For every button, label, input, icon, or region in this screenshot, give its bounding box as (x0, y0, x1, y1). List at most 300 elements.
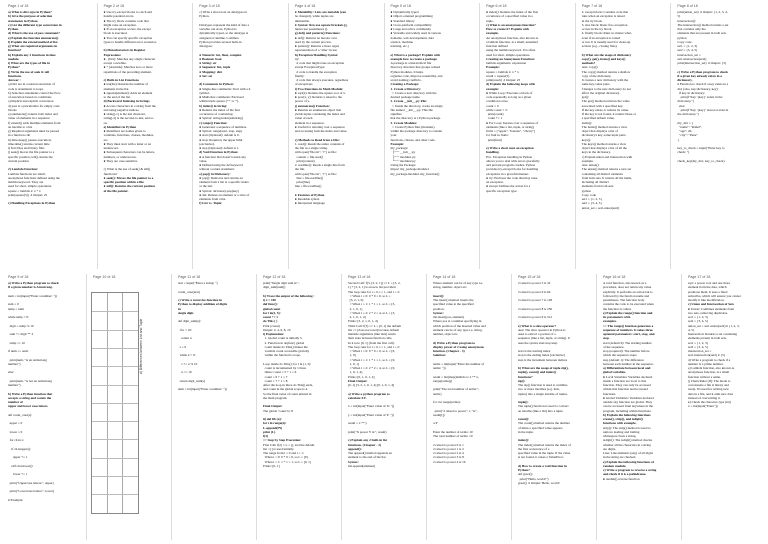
text-line: 2 raised to power 7 is 128 (518, 298, 553, 302)
text-line: used for short, simple operations. (8, 184, 52, 189)
text-line: example: (486, 86, 499, 91)
text-line: stop (required): The number before (603, 349, 650, 353)
text-line: e) Lambda function, also known as (688, 366, 735, 370)
text-line: result = list(map(lambda x: 2 ** x, (433, 374, 479, 379)
text-line: ├── module1.py (390, 154, 416, 159)
text-line: ● While Loop: Executes a block of (486, 90, 533, 95)
text-line: 2 raised to power 4 is 16 (433, 459, 466, 464)
text-line: b) Explain the following functions (603, 412, 651, 417)
text-line: in the string are checked. (603, 455, 637, 460)
text-line: functions. (8, 73, 22, 78)
text-line: ● except: Defines the action for a (486, 184, 531, 189)
text-line: times: count = 5 + 1 = 6 (263, 370, 297, 375)
text-line: get(): (581, 95, 589, 99)
text-line: exceptions in a graceful manner. (486, 171, 529, 176)
text-line: ● del: Deletes an element or a slice of (199, 192, 250, 197)
text-line: Exc. Exception handling in Python (486, 154, 533, 159)
text-line: ● seek(): Moves the file pointer to a (103, 175, 154, 180)
text-line: ├── __init__.py (390, 150, 416, 155)
text-line: ● . (Dot): Matches any single character (103, 56, 156, 61)
text-line: print(num, "is an Armstrong (8, 357, 47, 362)
text-line: my_package/ (390, 146, 409, 150)
text-line: ● randint() reverse function (603, 476, 640, 481)
text-line: content = file.read() (294, 154, 323, 159)
page-number: Page 16 of 18 (603, 275, 626, 279)
text-line: ○ Create Python files (modules) (390, 124, 435, 129)
text-line: an iterable to a list (8, 124, 33, 129)
text-line: In it now [0, 1] (from the first call). (348, 340, 395, 345)
text-line: print("The total number of terms:", (433, 387, 480, 392)
text-line: The get() method retrieves the value (581, 99, 630, 104)
text-line: Python? (8, 65, 20, 70)
table-row-rule (92, 385, 138, 386)
text-line: same key-value pairs. (581, 82, 611, 87)
text-line: 2 raised to power 9 is 512 (518, 315, 553, 319)
text-line: anonymous functions defined using the (8, 175, 60, 180)
text-line: Lambda functions are small, (8, 171, 46, 176)
text-line: step. (603, 336, 610, 341)
text-line: ● def(): Returns an iterator over (294, 35, 338, 40)
text-line: i) x = 100 (263, 298, 276, 302)
text-line: if a given number is Armstrong. (8, 285, 53, 290)
text-line: using the lambda keyword. It is often (486, 48, 536, 53)
text-line: associated with a specified key. (581, 103, 624, 108)
text-line: ● tell(): Returns the current position (103, 184, 155, 189)
text-line: ● Mapping: dict (199, 69, 223, 74)
text-line: functions. (603, 391, 617, 396)
text-line: in a function call (8, 133, 31, 138)
text-line: ● len(list): Returns the number of (103, 82, 149, 87)
text-line: ● Single-line comments: Start with a # (199, 86, 251, 91)
text-line: 1, 0, 1] (348, 361, 359, 366)
text-line: sum = 0 (8, 302, 19, 307)
text-line: immutable. (294, 18, 310, 23)
text-line: Changes to the new dictionary do not (581, 86, 632, 91)
text-line: d) pass is a placeholder for empty code (8, 103, 60, 108)
text-line: b) Write a Python function that (8, 391, 53, 396)
text-line: Python provides several built-in (199, 39, 242, 44)
text-line: The keys() method returns a view (581, 141, 627, 146)
text-line: whether all the characters in a string (603, 442, 651, 447)
text-line: ● sqrt(x): Returns the square root of x. (294, 90, 346, 95)
text-line: ○ When i = 0: 0 * 0 = 0, so L = (348, 293, 391, 298)
text-line: without a return statement. (199, 167, 235, 172)
text-line: e) pop() in Dictionary: (199, 171, 231, 176)
document-page (257, 274, 342, 540)
text-line: tuples) into a single iterable of tuples. (518, 391, 568, 396)
text-line: sqrt: a power root and one more (688, 281, 731, 285)
text-line: ● Local Variables: Variables declared (603, 374, 653, 379)
text-line: intersection(): (677, 18, 696, 23)
text-line: condition is true. (486, 99, 509, 104)
text-line: set1 = {1, 2, 3} (688, 340, 709, 345)
text-line: h) time.sleep() pauses execution; (8, 137, 52, 142)
text-line: ● Object-oriented programming (390, 14, 433, 19)
text-line: # code that might raise an exception (294, 61, 345, 65)
page-number: Page 3 of 18 (199, 4, 220, 8)
text-line: function. They can only be accessed (603, 383, 651, 387)
text-line: inside a function are local to that (603, 378, 647, 383)
text-line: elements (like a list, tuple, or string) (486, 124, 534, 129)
text-line: Example: (486, 65, 500, 70)
text-line: an iterable (like a list) into a tuple. (518, 408, 564, 413)
table-row-rule (92, 366, 138, 367)
text-line: Loop inside do This(): for i in (1, 5): (263, 361, 312, 366)
text-line: digit = temp % 10 (8, 323, 34, 328)
text-line: intersection_set = (688, 349, 712, 353)
text-line: h) Explain any 2 functions in time (8, 52, 56, 57)
text-line: Where element can be of any type i.e. (433, 281, 483, 285)
text-line: ● Syntax: lists use square brackets [], (294, 22, 348, 27)
text-line: science, machine (390, 39, 414, 44)
text-line: ● Syntax: range(start, stop, step) (199, 129, 243, 133)
text-line: ● index(): Returns the index of the first (486, 10, 539, 14)
text-line: temp //= 10 (8, 340, 25, 345)
text-line: [0, 1] [3, 2, 1, 0, 1, 4] [0, 1, 0, 1, 4] (348, 383, 395, 387)
text-line: keys in the dictionary. (581, 150, 611, 155)
text-line: c) Write a recursive function in (178, 298, 222, 302)
text-line: # code to handle the exception (294, 69, 337, 74)
text-line: Datatypes represent the kind of data a (199, 22, 250, 27)
text-line: position. (433, 306, 445, 311)
text-line: an exception. (486, 180, 504, 184)
text-line: ○ When i = 0: 0 * 0 = 0, so L = [0, (348, 349, 396, 353)
text-line: organize code, improve reusability, and (390, 73, 443, 78)
text-line: desired package name. (390, 95, 421, 99)
text-line: upper += 1 (8, 455, 28, 460)
text-line: The total number of terms: 10 (433, 434, 473, 438)
text-line: are digits. (603, 446, 617, 451)
table-row-rule (92, 458, 138, 459)
text-line: result = square(5) (486, 73, 510, 78)
text-line: A package is a hierarchical file (390, 61, 432, 65)
text-line: parentheses. The function body (603, 298, 645, 302)
text-line: blocks (8, 107, 17, 112)
text-line: a) Dict are in a natural execution of (8, 82, 55, 87)
text-line: a lambda function, is a small, unnamed (486, 39, 538, 44)
text-line: function without a name. (688, 374, 721, 379)
text-line: dynamically typed, so the datatype is (199, 31, 249, 36)
text-line: b) Trace the output of the following : (263, 293, 315, 298)
text-line: b) What are the usage of tuple zip(), (518, 366, 569, 370)
text-line: ● Syntax: dictionary.pop(key) (199, 188, 239, 193)
text-line: 2 raised to power 6 is 64 (518, 289, 551, 294)
text-line: # code that always executes, regardless (294, 78, 349, 82)
text-line: The global 'count' is: 8 (263, 408, 293, 413)
page-body (178, 281, 250, 392)
text-line: power of y. (294, 99, 310, 104)
text-line: runs when an exception is raised (581, 14, 625, 19)
page-number: Page 14 of 18 (433, 275, 456, 279)
text-line: isdigit(): The isdigit() method checks (603, 438, 653, 443)
text-line: dictionary's key-value tuple pairs. (581, 133, 627, 138)
page-number: Page 12 of 18 (263, 275, 286, 279)
text-line: ○ When i = 1: 1 * 1 = 1, so L = [0, (348, 357, 396, 362)
text-line: of exceptions (294, 82, 313, 87)
text-line: of the sequence. (603, 344, 625, 349)
text-line: ● Defined using the def keyword (199, 163, 243, 167)
text-line: j) seek() moves the file pointer to a (8, 150, 55, 155)
text-line: types to handle different error scenarios. (103, 39, 157, 44)
text-line: tuples use parentheses (). (294, 27, 329, 31)
text-line: ● * (Asterisk): Matches zero or more (103, 65, 153, 70)
page-body (688, 281, 760, 409)
text-line: The range from i = 0 and i = 1: (263, 451, 304, 455)
text-line: b) Selection statements control the flow (8, 90, 61, 95)
text-line: finally: (294, 73, 305, 78)
page-body (518, 281, 590, 485)
text-line: list = [] is used initially. (263, 446, 295, 451)
text-line: 2 raised to power 8 is 256 (518, 306, 553, 311)
text-line: contains the code to be executed when (603, 302, 654, 307)
text-line: specified value in the tuple. If the value (518, 451, 571, 455)
text-line: ● Syntax: string.index(substring) (199, 116, 243, 121)
text-line: import my_package.module1 (390, 167, 430, 172)
text-line: datatypes: (199, 44, 213, 48)
text-line: a specified default value. (581, 116, 615, 121)
page-body (582, 10, 665, 210)
text-line: ● Union: Combines elements from (688, 306, 734, 311)
text-line: else: (8, 370, 15, 375)
text-line: ● pop(): Removes and returns an (199, 175, 243, 180)
text-line: Prints: [3, 2, 1, 0, 1, 4] (348, 319, 378, 324)
text-line: Python? (518, 468, 530, 472)
text-line: Syntax: (433, 310, 444, 315)
text-line: ● pow(x, y): Returns x raised to the (294, 95, 342, 99)
table-row-rule (92, 439, 138, 440)
text-line: tuple(), count() and index() (518, 370, 556, 375)
text-line: set1.intersection(set2) # {3} (688, 353, 726, 358)
text-line: ● For Loop: Iterates over a sequence of (486, 120, 539, 125)
text-line: mutable arguments (like lists) retain (348, 332, 396, 336)
text-line: the file. (294, 167, 305, 172)
text-line: for ch in s: (8, 438, 24, 443)
text-line: if ch.isupper(): (8, 446, 31, 451)
text-line: the dictionary.") (677, 112, 699, 116)
text-line: list.insert(pos, element) (433, 315, 465, 319)
text-line: "name": "Rahul", (677, 124, 702, 129)
text-line: print("X power Y is:", result) (348, 429, 387, 434)
text-line: ● Readable syntax (294, 197, 320, 201)
text-line: greet() # Output: Hello, world! (518, 480, 560, 485)
text-line: ● Subsequent characters can be letters, (103, 150, 155, 155)
text-line: of the file pointer. (103, 188, 129, 193)
text-line: specified value at the specified (433, 302, 474, 307)
page-body (433, 281, 505, 464)
text-line: start is the starting index (518, 349, 551, 353)
text-line: within the package directory to contain (390, 129, 443, 133)
text-line: of execution based on conditions (8, 95, 52, 99)
text-line: value of elements in a sequence (8, 116, 50, 121)
text-line: ready. It's used for writing new (688, 387, 729, 392)
text-line: c) Write a Python program to check (677, 69, 728, 74)
text-line: sum += digit ** 3 (8, 332, 34, 336)
text-line: An anonymous function, also known as (486, 35, 539, 40)
text-line: Prints: [0, 1, 0, 1, 4] (348, 374, 375, 379)
text-line: count inside do This() makes the (263, 344, 308, 349)
text-line: and accessing both the index and value. (294, 129, 348, 133)
text-line: elements in the list. (103, 86, 130, 91)
text-line: c) Write a program to reverse a string (603, 468, 657, 472)
text-line: s += n % 10 (178, 361, 198, 366)
text-line: Using the Package: (390, 163, 416, 167)
text-line: string, number, object etc. (433, 285, 468, 290)
text-line: L.append(i*i) (263, 425, 283, 430)
text-line: f) List vs. Tuple: (199, 201, 223, 206)
text-line: e) Explain the function enumerate(). (8, 35, 60, 40)
text-line: used by the current process. (294, 39, 332, 44)
text-line: number") (8, 361, 21, 366)
text-line: 1. read(): Reads the entire contents of (294, 141, 345, 146)
text-line: data in a file, and it adds new data (688, 391, 733, 396)
text-line: object that displays a list of all the (581, 146, 627, 150)
text-line: d) How to create a void function in (518, 463, 567, 468)
text-line: ● String: str (199, 61, 217, 65)
text-line: python (581, 188, 591, 193)
text-line: text = input("Enter a string: ") (178, 281, 218, 285)
text-line: Final Output: (263, 404, 283, 409)
text-line: its parameters with (603, 315, 631, 319)
text-line: fruits = ["apple", "banana", "cherry"] (486, 129, 536, 133)
text-line: element from a list at a specific index (199, 180, 249, 184)
text-line: => The range() function generates a (603, 323, 654, 328)
text-line: handling. (486, 150, 500, 155)
text-line: print("Lowercase letters:", lower) (8, 489, 54, 494)
text-line: i) Explanation: (263, 332, 285, 336)
text-line: index(): (518, 438, 529, 443)
text-line: c) What is an anonymous function? (486, 22, 536, 27)
page-body (263, 281, 335, 468)
text-line: set2 = {3, 4, 5} (581, 201, 602, 206)
text-line: Answer : (8, 78, 21, 82)
table-row-rule (92, 476, 138, 477)
text-line: result[i]) (433, 412, 445, 417)
text-line: Line: Line elements (any) of all digits (603, 451, 653, 455)
text-line: sequence (like a list, tuple, or string). It (518, 336, 570, 341)
text-line: actions (e.g., closing files). (581, 44, 618, 48)
text-line: └── module2.py (390, 158, 416, 163)
text-line: ● The try block contains code that (103, 18, 149, 23)
text-line: check: ") (677, 150, 690, 155)
text-line: ● They must start with a letter or an (103, 141, 151, 146)
document-page (576, 3, 672, 269)
page-number: Page 2 of 18 (103, 4, 125, 8)
text-line: functions, classes, and other code. (390, 137, 436, 142)
text-line: Output: 2, 4, 6, 8, 10 (263, 327, 291, 332)
text-line: When i = 0: 0 * 0 = 0, so L = [0] (263, 455, 308, 460)
text-line: print("Single digit sum is:", (263, 281, 300, 285)
text-line: in (178, 306, 181, 311)
text-line: 1, 0, 1, 4] (348, 370, 363, 375)
text-line: tuple(): (518, 400, 529, 404)
text-line: d) Comments in Python: (199, 82, 234, 87)
text-line: two or more iterables (e.g. lists, (518, 387, 560, 392)
text-line: within the function's scope. (263, 353, 301, 358)
text-line: count = 0 (486, 103, 499, 108)
text-line: ● Returns an enumerate object that (294, 107, 342, 112)
text-line: 2. Create __init__.py File: (390, 99, 427, 104)
text-line: "age": 20, (677, 129, 693, 133)
text-line: key_to_check = input("Enter key to (677, 146, 725, 150)
text-line: ● Mutability: Lists are mutable (can (294, 10, 346, 14)
document-page (480, 3, 576, 269)
text-line: union_set = set1.union(set2) (581, 205, 620, 210)
text-line: stop is the ending index (exclusive) (518, 353, 565, 358)
document-page (427, 274, 512, 540)
text-line: element can be of any type i.e. string, (433, 327, 483, 332)
text-line: result = x ** y (348, 421, 368, 426)
text-line: print(count) (486, 112, 504, 116)
comparison-table (91, 292, 139, 514)
text-line: append(): (348, 446, 362, 451)
text-line: and prevent program crashes. Python (486, 163, 536, 167)
text-line: ● Versatile and widely used in various (390, 31, 441, 36)
table-row-rule (92, 403, 138, 404)
document-page (87, 274, 172, 540)
text-line: line = file.readline() (294, 175, 324, 180)
text-line: lower += 1 (8, 472, 28, 477)
text-line: def func(): (263, 302, 278, 307)
text-line: 2 raised to power 2 is 4 (433, 451, 464, 455)
text-line: current position (8, 158, 29, 163)
text-line: whitespace from a string. (603, 434, 637, 438)
text-line: two sets, removing duplicates. (688, 310, 729, 315)
document-page (98, 3, 194, 269)
text-line: It creates a new dictionary with the (581, 78, 629, 82)
text-line: object that displays a list of (581, 129, 618, 133)
text-line: The tuple() function is used to convert (518, 404, 569, 409)
text-line: When i = 1: 1 * 1 = 1, so L = [0, 1] (263, 459, 311, 464)
text-line: ● start (Optional): default is 0. (199, 133, 240, 138)
text-line: set2 = {3, 4, 5} (677, 48, 698, 53)
text-line: First Call: f(2) = L = [], and the default (263, 442, 315, 447)
text-line: d) Explain the following loops with (486, 82, 536, 87)
text-line: def digit_sum(n): (178, 319, 201, 324)
text-line: while n > 0: (178, 353, 196, 358)
text-line: yields tuples containing the index and (294, 112, 345, 116)
text-line: b) index() in String: (199, 103, 228, 108)
text-line: f) Explain the extend method of list. (8, 39, 59, 44)
text-line: 2 raised to power 1 is 2 (433, 446, 464, 451)
text-line: keys(): (581, 137, 591, 142)
text-line: example how to create a package. (390, 56, 438, 61)
text-line: e) What is a package? Explain with (390, 52, 441, 57)
text-line: s = 0 (178, 344, 187, 349)
text-line: If the key exists, it returns its value. (581, 107, 629, 112)
text-line: step is the increment between indices (518, 357, 568, 362)
text-line: methods? (581, 61, 596, 65)
page-body (295, 10, 378, 206)
text-line: y = int(input("Enter value of Y: ")) (348, 412, 394, 417)
text-line: a) Differentiate between local and (603, 366, 651, 370)
text-line: elif ch.islower(): (8, 463, 34, 468)
text-line: might raise an exception. (103, 22, 137, 27)
text-line: ● Set: set (199, 73, 213, 78)
page-body (8, 10, 91, 206)
text-line: functions? (103, 171, 118, 176)
text-line: for i in range(n): (263, 421, 287, 426)
text-line: example. (486, 31, 499, 36)
text-line: if num == sum: (8, 349, 29, 353)
text-line: intersection_set = (677, 52, 701, 57)
text-line: ● Large and active community (390, 27, 432, 31)
text-line: => Step by Step Execution: (263, 438, 302, 443)
text-line: f(3) (263, 434, 268, 438)
text-line: def greet(): (518, 472, 533, 477)
document-page (193, 3, 289, 269)
text-line: c) Built-in List Functions (103, 78, 139, 82)
text-line: ○ When i = 2: 2 * 2 = 4, so L = [3, (348, 310, 396, 315)
